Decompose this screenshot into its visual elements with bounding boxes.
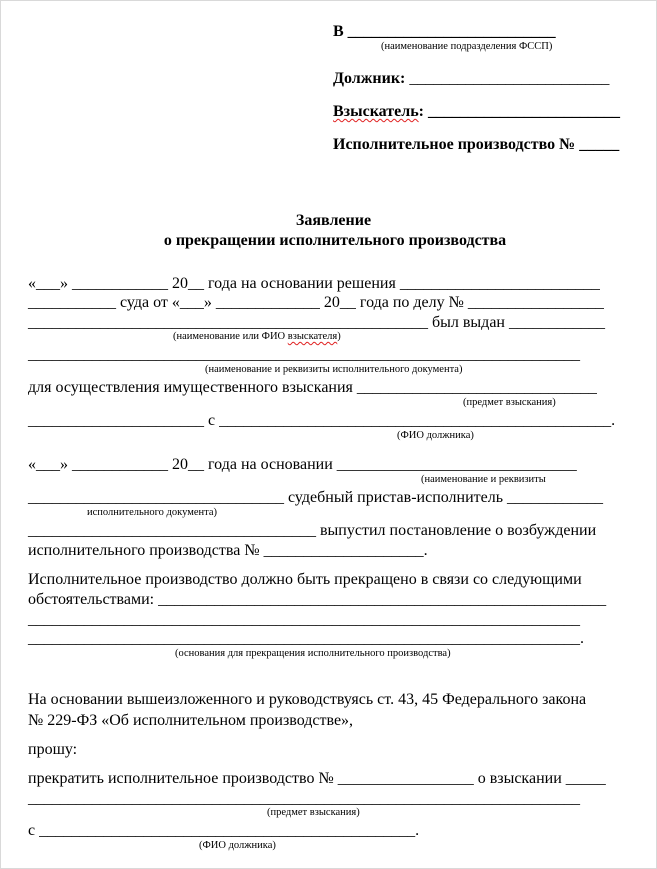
- request-label: прошу:: [28, 741, 78, 758]
- para2-line1: «___» ____________ 20__ года на основании ______________________________: [28, 456, 577, 473]
- para1-line1: «___» ____________ 20__ года на основании решения _________________________: [28, 275, 600, 292]
- para2-line4: исполнительного производства № ____________________.: [28, 542, 428, 559]
- para4-line6: с _______________________________________________.: [28, 822, 420, 839]
- para3-line3: _____________________________________________________________________: [28, 611, 580, 628]
- enforcement-document-caption: (наименование и реквизиты исполнительного документа): [205, 364, 463, 375]
- proceeding-number-line: Исполнительное производство № _____: [333, 136, 620, 153]
- para1-line6: ______________________ с _________________________________________________.: [28, 412, 616, 429]
- para1-line2: ___________ суда от «___» _____________ 20__ года по делу № _________________: [28, 294, 604, 311]
- creditor-rest: : ________________________: [418, 103, 620, 120]
- para3-line2: обстоятельствами: ________________________________________________________: [28, 591, 607, 608]
- para4-line5: _____________________________________________________________________: [28, 790, 580, 807]
- termination-grounds-caption: (основания для прекращения исполнительного производства): [175, 648, 451, 659]
- debtor-name-caption: (ФИО должника): [397, 430, 474, 441]
- para2-line3: ____________________________________ выпустил постановление о возбуждении: [28, 522, 597, 539]
- creditor-line: [333, 104, 620, 120]
- recovery-subject-caption: (предмет взыскания): [463, 397, 556, 408]
- para4-line2: № 229-ФЗ «Об исполнительном производстве»,: [28, 712, 354, 729]
- para4-line1: На основании вышеизложенного и руководствуясь ст. 43, 45 Федерального закона: [28, 691, 587, 708]
- para4-line4: прекратить исполнительное производство № _________________ о взыскании _____: [28, 770, 606, 787]
- para1-line5: для осуществления имущественного взыскания ______________________________: [28, 379, 597, 396]
- debtor-line: [333, 71, 609, 87]
- request-debtor-caption: (ФИО должника): [199, 840, 276, 851]
- request-subject-caption: (предмет взыскания): [267, 807, 360, 818]
- document-title: Заявление: [295, 212, 372, 229]
- para3-line4: _____________________________________________________________________.: [28, 630, 584, 647]
- para1-line3: __________________________________________________ был выдан ____________: [28, 314, 605, 331]
- document-details-caption-cont: исполнительного документа): [87, 507, 218, 518]
- addressee-line: В __________________________: [333, 23, 556, 40]
- para1-line4: _____________________________________________________________________: [28, 346, 580, 363]
- debtor-blank: _________________________: [405, 70, 610, 87]
- document-details-caption: (наименование и реквизиты: [421, 474, 546, 485]
- para3-line1: Исполнительное производство должно быть прекращено в связи со следующими: [28, 571, 582, 588]
- addressee-caption: (наименование подразделения ФССП): [381, 41, 553, 52]
- debtor-label: Должник:: [333, 70, 406, 87]
- creditor-name-caption: (наименование или ФИО взыскателя): [173, 331, 341, 342]
- para2-line2: ________________________________ судебный пристав-исполнитель ____________: [28, 489, 604, 506]
- document-subtitle: о прекращении исполнительного производства: [163, 232, 507, 249]
- creditor-label: Взыскатель: [333, 103, 419, 120]
